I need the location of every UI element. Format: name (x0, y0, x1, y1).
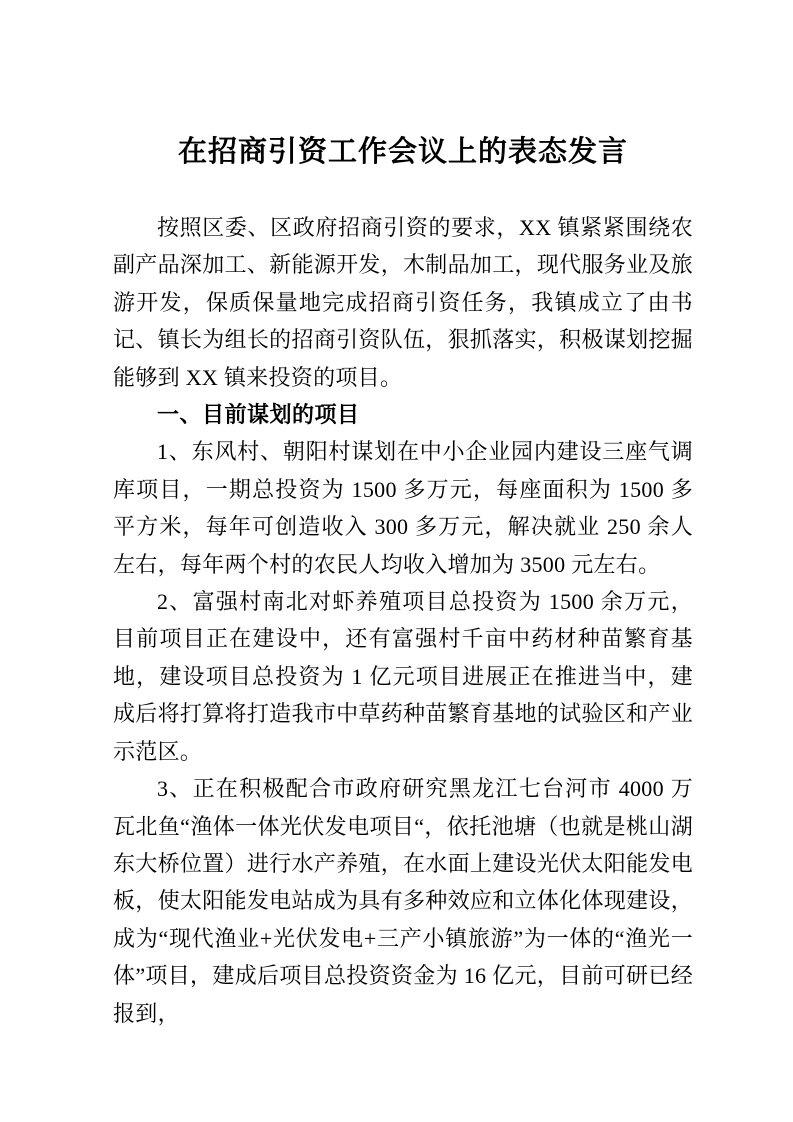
section1-item-1: 1、东风村、朝阳村谋划在中小企业园内建设三座气调库项目，一期总投资为 1500 多万元，每座面积为 1500 多平方米，每年可创造收入 300 多万元，解决就业 250 余人左右，每年两个村的农民人均收入增加为 3500 元左右。 (113, 439, 693, 577)
section1-item-3: 3、正在积极配合市政府研究黑龙江七台河市 4000 万瓦北鱼“渔体一体光伏发电项目“，依托池塘（也就是桃山湖东大桥位置）进行水产养殖，在水面上建设光伏太阳能发电板，使太阳能发电站成为具有多种效应和立体化体现建设，成为“现代渔业+光伏发电+三产小镇旅游”为一体的“渔光一体”项目，建成后项目总投资资金为 16 亿元，目前可研已经报到， (113, 776, 693, 1026)
intro-paragraph: 按照区委、区政府招商引资的要求，XX 镇紧紧围绕农副产品深加工、新能源开发，木制品加工，现代服务业及旅游开发，保质保量地完成招商引资任务，我镇成立了由书记、镇长为组长的招商引资队伍，狠抓落实，积极谋划挖掘能够到 XX 镇来投资的项目。 (113, 215, 693, 390)
section1-item-2: 2、富强村南北对虾养殖项目总投资为 1500 余万元，目前项目正在建设中，还有富强村千亩中药材种苗繁育基地，建设项目总投资为 1 亿元项目进展正在推进当中，建成后将打算将打造我市中草药种苗繁育基地的试验区和产业示范区。 (113, 589, 693, 764)
section-heading-1: 一、目前谋划的项目 (157, 402, 360, 428)
document-title: 在招商引资工作会议上的表态发言 (177, 136, 628, 168)
